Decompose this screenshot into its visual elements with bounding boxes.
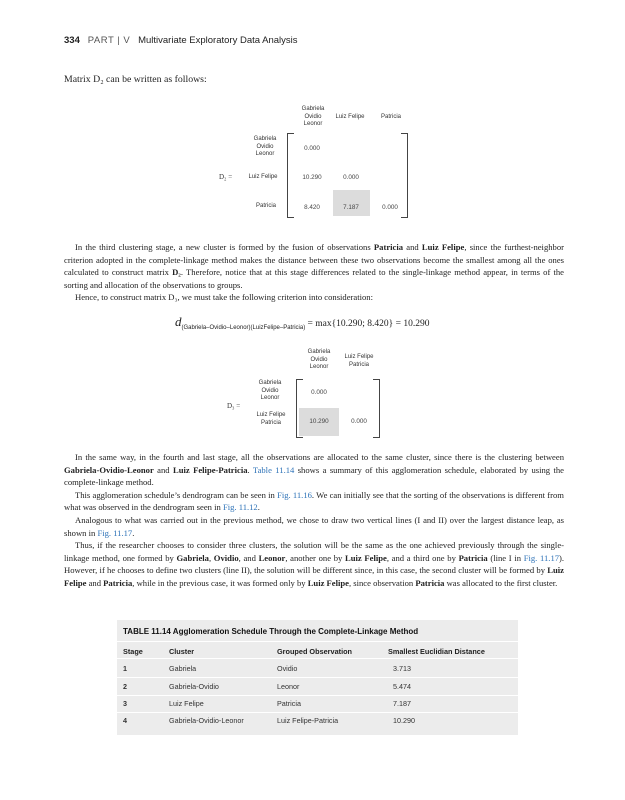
figure-link[interactable]: Fig. 11.16 <box>277 489 312 500</box>
left-bracket <box>287 133 294 218</box>
figure-link[interactable]: Fig. 11.17 <box>523 552 560 563</box>
table-cell: Gabriela <box>169 664 197 673</box>
row-header: Luiz Felipe Patricia <box>256 412 286 426</box>
table-cell: Luiz Felipe <box>169 699 204 708</box>
col-header: Gabriela Ovidio Leonor <box>301 106 325 127</box>
table-cell: 5.474 <box>393 682 411 691</box>
running-header <box>64 35 298 46</box>
row-header: Gabriela Ovidio Leonor <box>253 136 277 157</box>
section-title: Multivariate Exploratory Data Analysis <box>138 35 298 46</box>
paragraph-text: Analogous to what was carried out in the previous method, we chose to draw two vertical lines (I and II) over the largest distance leap, as shown in Fig. 11.17. <box>64 514 564 538</box>
table-cell: 3.713 <box>393 664 411 673</box>
table-cell: Patricia <box>277 699 301 708</box>
row-header: Luiz Felipe <box>248 174 278 180</box>
paragraph-text: In the same way, in the fourth and last stage, all the observations are allocated to the same cluster, since there is the clustering between Gabriela-Ovidio-Leonor and Luiz Felipe-Patricia. Table 11.14 shows a summary of this agglomeration schedule, elaborated by using the complete-linkage method. <box>64 452 564 488</box>
table-cell: Gabriela-Ovidio <box>169 682 219 691</box>
figure-link[interactable]: Fig. 11.17 <box>97 527 133 538</box>
paragraph-text: This agglomeration schedule’s dendrogram can be seen in Fig. 11.16. We can initially see that the sorting of the observations is different from what was observed in the dendrogram seen in Fig. 11.12. <box>64 489 564 513</box>
figure-link[interactable]: Fig. 11.12 <box>222 502 258 513</box>
table-cell: 4 <box>123 716 127 725</box>
matrix-cell: 10.290 <box>309 418 329 425</box>
matrix-cell: 0.000 <box>382 204 398 211</box>
table-header: Stage <box>123 647 143 656</box>
col-header: Luiz Felipe <box>335 114 365 120</box>
table-cell: Ovidio <box>277 664 298 673</box>
table-divider <box>117 641 518 642</box>
matrix-cell: 0.000 <box>304 145 320 152</box>
table-cell: Gabriela-Ovidio-Leonor <box>169 716 244 725</box>
matrix-cell: 7.187 <box>343 204 359 211</box>
matrix-cell: 0.000 <box>343 174 359 181</box>
right-bracket <box>373 379 380 438</box>
matrix-d2-label: D₂ = <box>219 173 233 181</box>
table-link[interactable]: Table 11.14 <box>252 464 295 475</box>
matrix-cell: 0.000 <box>311 389 327 396</box>
col-header: Patricia <box>380 114 401 120</box>
matrix-d3-label: D₃ = <box>227 402 241 410</box>
table-cell: 1 <box>123 664 127 673</box>
table-cell: Leonor <box>277 682 300 691</box>
page-number: 334 <box>64 35 80 46</box>
matrix-cell: 10.290 <box>302 174 322 181</box>
table-divider <box>117 677 518 678</box>
row-header: Gabriela Ovidio Leonor <box>258 380 282 401</box>
table-cell: 7.187 <box>393 699 411 708</box>
col-header: Gabriela Ovidio Leonor <box>307 349 331 370</box>
table-header: Smallest Euclidian Distance <box>388 647 485 656</box>
complete-linkage-formula: $d_{(Gabriela-Ovidio-Leonor)(LuizFelipe-Patricia)} = \max\{10.290$; 8.420} = 10.290 <box>175 314 430 331</box>
table-cell: 3 <box>123 699 127 708</box>
table-divider <box>117 695 518 696</box>
matrix-cell: 0.000 <box>351 418 367 425</box>
paragraph-third-stage <box>64 241 564 304</box>
row-header: Patricia <box>255 203 276 209</box>
table-cell: Luiz Felipe-Patricia <box>277 716 339 725</box>
paragraph-final-stage <box>64 451 564 590</box>
paragraph-text: Thus, if the researcher chooses to consider three clusters, the solution will be the same as the one achieved previously through the single-linkage method, one formed by Gabriela, Ovidio, and Leonor, another one by Luiz Felipe, and a third one by Patricia (line I in Fig. 11.17). However, if he chooses to define two clusters (line II), the solution will be different since, in this case, the second cluster will be formed by Luiz Felipe and Patricia, while in the previous case, it was formed only by Luiz Felipe, since observation Patricia was allocated to the first cluster. <box>64 540 565 588</box>
table-header: Cluster <box>169 647 195 656</box>
min-cell-highlight <box>333 190 370 216</box>
table-caption: TABLE 11.14 Agglomeration Schedule Through the Complete-Linkage Method <box>123 627 419 636</box>
paragraph-text: Hence, to construct matrix D₃, we must take the following criterion into consideration: <box>75 292 373 303</box>
table-header: Grouped Observation <box>277 647 353 656</box>
paragraph-text: In the third clustering stage, a new cluster is formed by the fusion of observations Patricia and Luiz Felipe, since the furthest-neighbor criterion adopted in the complete-linkage method makes the distance between these two observations become the smallest among all the ones calculated to construct matrix D₂. Therefore, notice that at this stage differences related to the single-linkage method appear, in terms of the sorting and allocation of the observations to groups. <box>64 242 564 290</box>
matrix-cell: 8.420 <box>304 204 320 211</box>
table-cell: 2 <box>123 682 127 691</box>
table-cell: 10.290 <box>393 716 415 725</box>
table-divider <box>117 712 518 713</box>
part-label: PART | V <box>87 35 131 46</box>
col-header: Luiz Felipe Patricia <box>344 354 374 368</box>
intro-text: Matrix D₂ can be written as follows: <box>64 74 207 85</box>
table-divider <box>117 658 518 659</box>
